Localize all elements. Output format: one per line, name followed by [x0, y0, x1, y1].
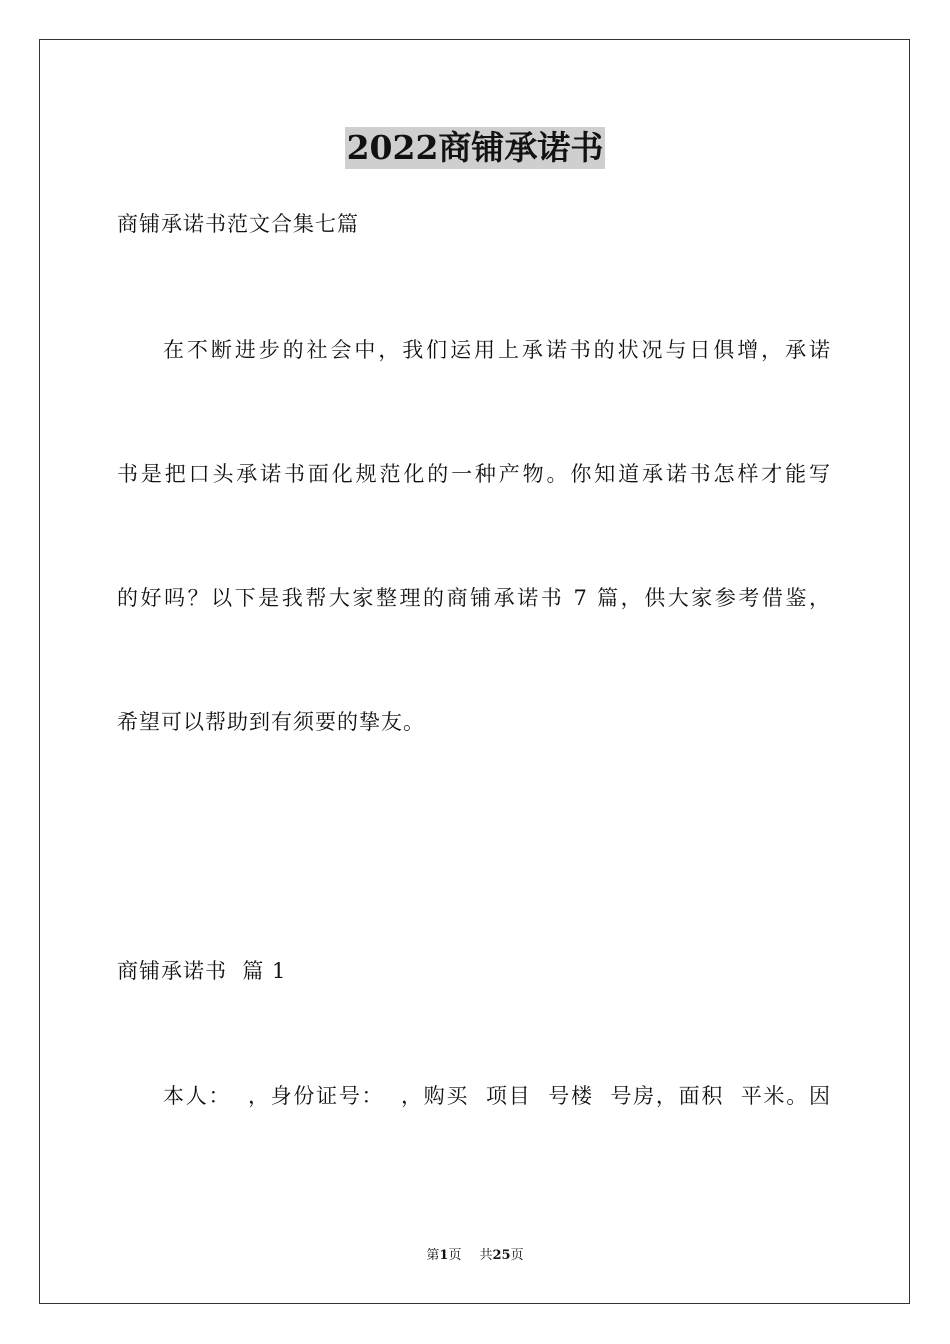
- page-footer: [0, 1247, 950, 1265]
- footer-total-suffix: 页: [510, 1248, 524, 1263]
- footer-total-pages: 25: [492, 1248, 511, 1263]
- title-container: [0, 127, 950, 169]
- footer-page-number: 1: [439, 1248, 449, 1263]
- footer-prefix: 第: [426, 1248, 440, 1263]
- document-subtitle: 商铺承诺书范文合集七篇: [117, 212, 359, 236]
- intro-line-3: 的好吗？以下是我帮大家整理的商铺承诺书 7 篇，供大家参考借鉴，: [117, 586, 831, 610]
- document-title: 2022商铺承诺书: [346, 128, 604, 167]
- intro-line-4: 希望可以帮助到有须要的挚友。: [117, 710, 425, 734]
- intro-line-1: 在不断进步的社会中，我们运用上承诺书的状况与日俱增，承诺: [163, 338, 831, 362]
- section-heading: 商铺承诺书 篇 1: [117, 959, 287, 983]
- footer-total-prefix: 共: [479, 1248, 493, 1263]
- footer-page-suffix: 页: [448, 1248, 462, 1263]
- intro-line-2: 书是把口头承诺书面化规范化的一种产物。你知道承诺书怎样才能写: [117, 462, 831, 486]
- section-first-line: 本人： ，身份证号： ，购买 项目 号楼 号房，面积 平米。因: [163, 1084, 831, 1108]
